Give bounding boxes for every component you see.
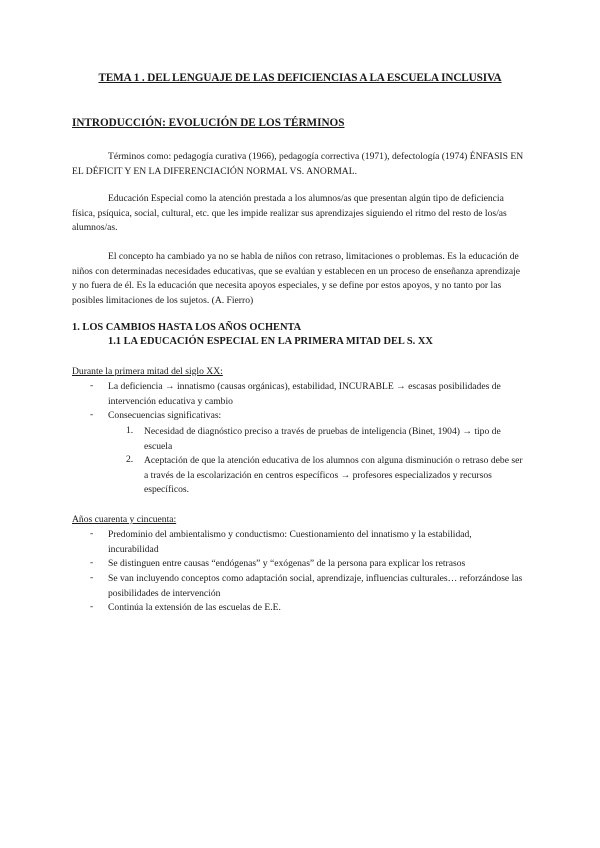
list-item: La deficiencia → innatismo (causas orgánicas), estabilidad, INCURABLE → escasas posibilidades de intervención educativa y cambio <box>108 381 501 407</box>
document-title: TEMA 1 . DEL LENGUAJE DE LAS DEFICIENCIAS A LA ESCUELA INCLUSIVA <box>98 72 502 84</box>
dash-bullet: - <box>90 380 94 391</box>
paragraph-terms: Términos como: pedagogía curativa (1966), pedagogía correctiva (1971), defectología (1974) ÉNFASIS EN EL DÉFICIT Y EN LA DIFERENCIACIÓN NORMAL VS. ANORMAL. <box>72 151 524 177</box>
list-item: Continúa la extensión de las escuelas de E.E. <box>108 602 281 613</box>
dash-bullet: - <box>90 409 94 420</box>
numbered-item: Aceptación de que la atención educativa de los alumnos con alguna disminución o retraso debe ser a través de la escolarización en centros específicos → profesores especializados y recursos específicos. <box>144 455 523 496</box>
dash-bullet: - <box>90 601 94 612</box>
list-item: Predominio del ambientalismo y conductismo: Cuestionamiento del innatismo y la estabilidad, incurabilidad <box>108 529 472 555</box>
numbered-item: Necesidad de diagnóstico preciso a través de pruebas de inteligencia (Binet, 1904) → tipo de escuela <box>144 426 501 452</box>
list-number: 2. <box>126 454 134 465</box>
list-item: Se van incluyendo conceptos como adaptación social, aprendizaje, influencias culturales… reforzándose las posibilidades de intervención <box>108 573 523 599</box>
list-item: Consecuencias significativas: <box>108 410 222 421</box>
paragraph-definition: Educación Especial como la atención prestada a los alumnos/as que presentan algún tipo de deficiencia física, psíquica, social, cultural, etc. que les impide realizar sus aprendizajes siguiendo el ritmo del resto de los/as alumnos/as. <box>72 193 507 234</box>
dash-bullet: - <box>90 572 94 583</box>
intro-heading: INTRODUCCIÓN: EVOLUCIÓN DE LOS TÉRMINOS <box>72 117 345 129</box>
section-heading-1: 1. LOS CAMBIOS HASTA LOS AÑOS OCHENTA <box>72 322 302 333</box>
list-number: 1. <box>126 425 134 436</box>
dash-bullet: - <box>90 557 94 568</box>
subheading-first-half: Durante la primera mitad del siglo XX: <box>72 366 223 377</box>
list-item: Se distinguen entre causas “endógenas” y “exógenas” de la persona para explicar los retrasos <box>108 558 466 569</box>
subheading-forties-fifties: Años cuarenta y cincuenta: <box>72 514 177 525</box>
dash-bullet: - <box>90 528 94 539</box>
section-heading-1-1: 1.1 LA EDUCACIÓN ESPECIAL EN LA PRIMERA MITAD DEL S. XX <box>108 336 433 347</box>
paragraph-concept-change: El concepto ha cambiado ya no se habla de niños con retraso, limitaciones o problemas. Es la educación de niños con determinadas necesidades educativas, que se evalúan y establecen en un proceso de enseñanza aprendizaje y no fuera de él. Es la educación que necesita apoyos especiales, y se define por estos apoyos, y no tanto por las posibles limitaciones de los sujetos. (A. Fierro) <box>72 251 521 306</box>
